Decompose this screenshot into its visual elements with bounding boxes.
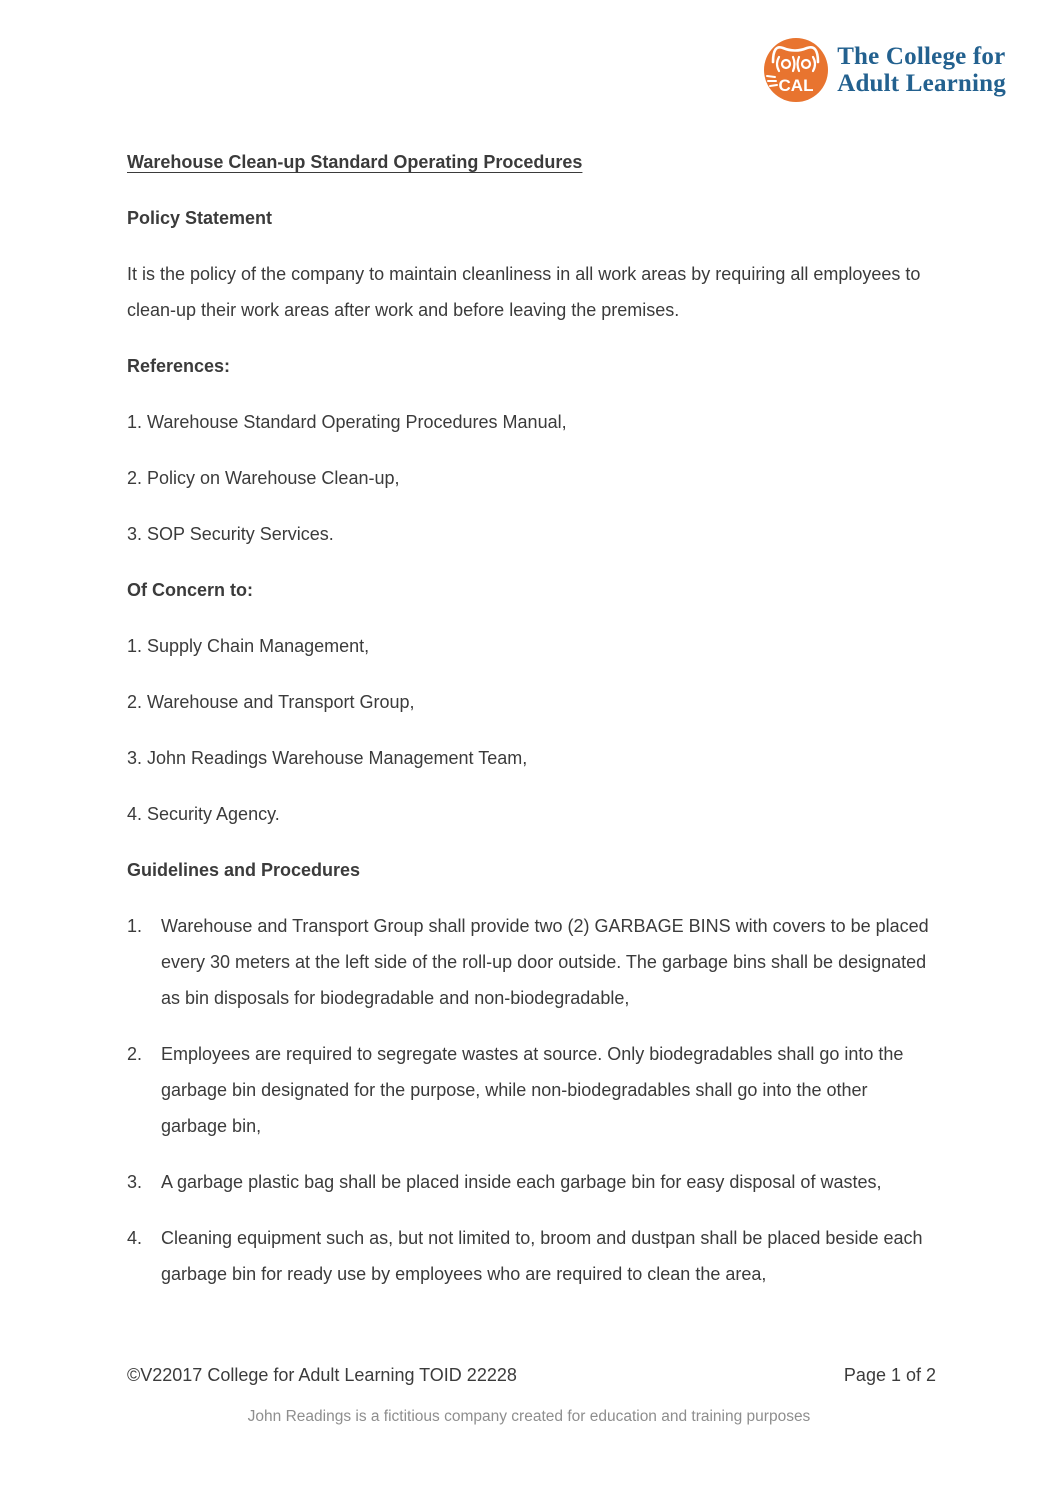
guideline-number: 3. xyxy=(127,1172,143,1192)
guideline-number: 2. xyxy=(127,1044,143,1064)
page-footer xyxy=(127,1362,936,1388)
concern-item: 4. Security Agency. xyxy=(127,804,280,824)
cal-logo xyxy=(764,38,1006,102)
guideline-item xyxy=(127,1220,937,1292)
document-content xyxy=(127,144,937,1312)
guideline-text: A garbage plastic bag shall be placed inside each garbage bin for easy disposal of wastes, xyxy=(161,1172,882,1192)
concern-heading: Of Concern to: xyxy=(127,580,253,600)
guideline-text: Cleaning equipment such as, but not limited to, broom and dustpan shall be placed beside each garbage bin for ready use by employees who are required to clean the area, xyxy=(161,1228,923,1284)
concern-item: 2. Warehouse and Transport Group, xyxy=(127,692,415,712)
logo-line-2: Adult Learning xyxy=(837,70,1006,97)
concern-item: 1. Supply Chain Management, xyxy=(127,636,370,656)
guideline-item xyxy=(127,1164,937,1200)
guideline-item xyxy=(127,908,937,1016)
references-heading: References: xyxy=(127,356,231,376)
policy-statement-text: It is the policy of the company to maintain cleanliness in all work areas by requiring all employees to clean-up their work areas after work and before leaving the premises. xyxy=(127,264,921,320)
footer-disclaimer: John Readings is a fictitious company created for education and training purposes xyxy=(247,1408,811,1425)
footer-page-number: Page 1 of 2 xyxy=(843,1365,936,1385)
guideline-text: Employees are required to segregate wastes at source. Only biodegradables shall go into the garbage bin designated for the purpose, while non-biodegradables shall go into the other garbage bin, xyxy=(161,1044,904,1136)
guideline-number: 4. xyxy=(127,1228,143,1248)
logo-wordmark xyxy=(837,43,1006,97)
footer-copyright: ©V22017 College for Adult Learning TOID 22228 xyxy=(127,1365,517,1385)
guideline-text: Warehouse and Transport Group shall provide two (2) GARBAGE BINS with covers to be placed every 30 meters at the left side of the roll-up door outside. The garbage bins shall be designated as bin disposals for biodegradable and non-biodegradable, xyxy=(161,916,929,1008)
cal-owl-icon xyxy=(764,38,828,102)
guidelines-heading: Guidelines and Procedures xyxy=(127,860,361,880)
guideline-item xyxy=(127,1036,937,1144)
reference-item: 3. SOP Security Services. xyxy=(127,524,334,544)
policy-statement-heading: Policy Statement xyxy=(127,208,273,228)
reference-item: 2. Policy on Warehouse Clean-up, xyxy=(127,468,400,488)
document-title: Warehouse Clean-up Standard Operating Procedures xyxy=(127,152,583,172)
concern-item: 3. John Readings Warehouse Management Team, xyxy=(127,748,528,768)
guideline-number: 1. xyxy=(127,916,143,936)
reference-item: 1. Warehouse Standard Operating Procedures Manual, xyxy=(127,412,567,432)
logo-line-1: The College for xyxy=(837,43,1006,70)
svg-text:CAL: CAL xyxy=(778,76,814,95)
